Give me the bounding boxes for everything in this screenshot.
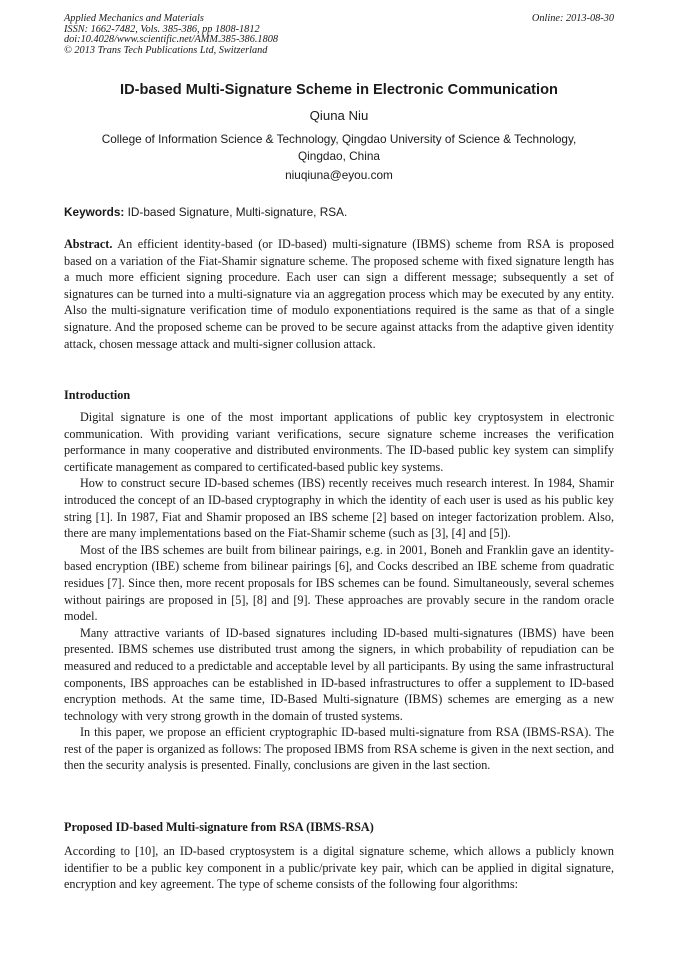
copyright-line: © 2013 Trans Tech Publications Ltd, Switzerland <box>64 44 268 56</box>
introduction-heading: Introduction <box>64 388 131 402</box>
abstract-label: Abstract. <box>64 237 113 251</box>
intro-paragraph: Many attractive variants of ID-based signatures including ID-based multi-signatures (IBMS) have been presented. IBMS schemes use distributed trust among the signers, in which probability of repudiation can be measured and reduced to a predictable and acceptable level by all participants. By using the same infrastructural components, IBS approaches can be established in ID-based infrastructures to offer a supplement to ID-based encryption methods. At the same time, ID-Based Multi-signature (IBMS) schemes are emerging as a new technology with very strong growth in the domain of trusted systems. <box>64 625 614 723</box>
author-name: Qiuna Niu <box>309 108 369 123</box>
intro-paragraph: In this paper, we propose an efficient cryptographic ID-based multi-signature from RSA (IBMS-RSA). The rest of the paper is organized as follows: The proposed IBMS from RSA scheme is given in the next section, and then the security analysis is presented. Finally, conclusions are given in the last section. <box>64 725 614 773</box>
keywords-label: Keywords: <box>64 205 125 219</box>
abstract <box>64 236 614 352</box>
intro-paragraph: Digital signature is one of the most important applications of public key cryptosystem in electronic communication. With providing variant verifications, secure signature scheme increases the verification performance in many cooperative and distributed environments. The ID-based public key system can simplify certificate management as compared to certificated-based public key systems. <box>64 410 614 474</box>
intro-paragraph: How to construct secure ID-based schemes (IBS) recently receives much research interest. In 1984, Shamir introduced the concept of an ID-based cryptography in which the identity of each user is used as his public key string [1]. In 1987, Fiat and Shamir proposed an IBS scheme [2] based on integer factorization problem. Also, there are many implementations based on the Fiat-Shamir scheme (such as [3], [4] and [5]). <box>64 476 614 541</box>
proposed-body <box>64 843 614 893</box>
author-email: niuqiuna@eyou.com <box>285 168 393 182</box>
keywords-text: ID-based Signature, Multi-signature, RSA. <box>127 205 348 219</box>
introduction-body <box>64 409 614 774</box>
proposed-paragraph: According to [10], an ID-based cryptosystem is a digital signature scheme, which allows a publicly known identifier to be a public key component in a public/private key pair, which can be applied in digital signature, encryption and key agreement. The type of scheme consists of the following four algorithms: <box>64 844 614 892</box>
author-affiliation <box>70 131 608 165</box>
journal-header <box>64 14 614 56</box>
abstract-text: An efficient identity-based (or ID-based) multi-signature (IBMS) scheme from RSA is proposed based on a variation of the Fiat-Shamir signature scheme. The proposed scheme with fixed signature length has a much more efficient signing procedure. Each user can sign a different message; subsequently a set of signatures can be turned into a multi-signature via an aggregation process which may be executed by any entity. Also the multi-signature verification time of modulo exponentiations required is the same as that of a single signature. And the proposed scheme can be proved to be secure against attacks from the adaptive given identity attack, chosen message attack and multi-signer collusion attack. <box>64 237 614 351</box>
journal-name: Applied Mechanics and Materials <box>64 13 204 24</box>
paper-title: ID-based Multi-Signature Scheme in Electronic Communication <box>120 82 558 98</box>
affiliation-line-2: Qingdao, China <box>298 149 380 163</box>
keywords <box>64 205 614 219</box>
doi-line: doi:10.4028/www.scientific.net/AMM.385-386.1808 <box>64 34 279 46</box>
proposed-heading: Proposed ID-based Multi-signature from RSA (IBMS-RSA) <box>64 820 374 834</box>
affiliation-line-1: College of Information Science & Technology, Qingdao University of Science & Technology, <box>101 132 577 146</box>
intro-paragraph: Most of the IBS schemes are built from bilinear pairings, e.g. in 2001, Boneh and Franklin gave an identity-based encryption (IBE) scheme from bilinear pairings [6], and Cocks described an IBE scheme from quadratic residues [7]. Since then, more recent proposals for IBS schemes can be found. Simultaneously, several schemes without pairings are proposed in [5], [8] and [9]. These approaches are provably secure in the random oracle model. <box>64 542 614 624</box>
online-date: Online: 2013-08-30 <box>531 13 614 24</box>
issn-line: ISSN: 1662-7482, Vols. 385-386, pp 1808-1812 <box>64 23 260 35</box>
